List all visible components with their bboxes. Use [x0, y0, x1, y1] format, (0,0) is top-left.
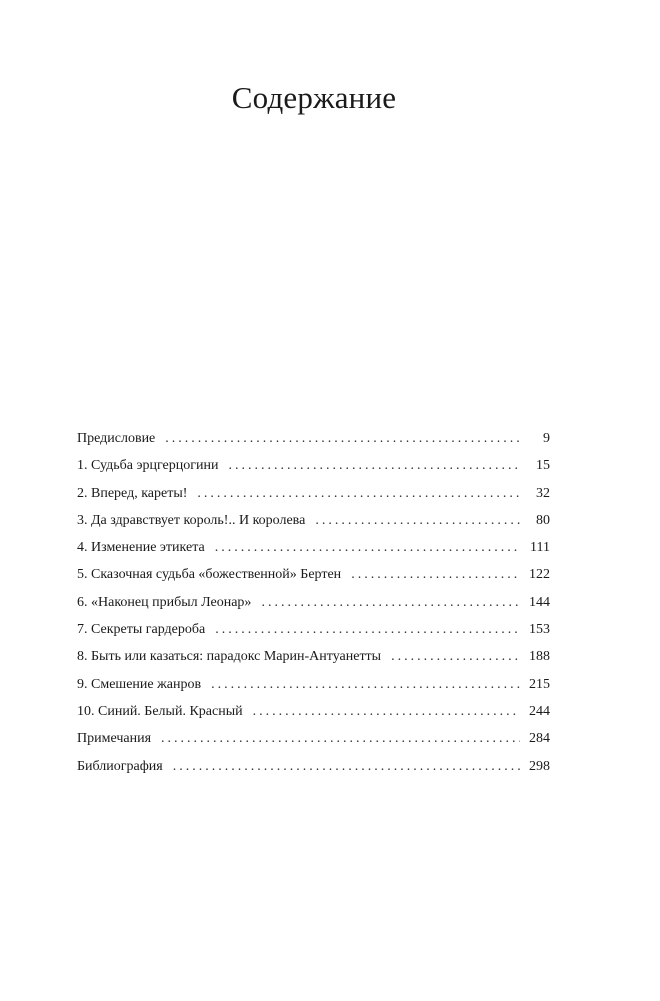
toc-entry-title: 2. Вперед, кареты!	[77, 485, 188, 501]
dot-leader	[197, 484, 520, 504]
toc-entry-chapter-4	[77, 538, 550, 565]
toc-entry-page: 298	[529, 758, 550, 774]
toc-entry-title: 10. Синий. Белый. Красный	[77, 703, 243, 719]
dot-leader	[261, 593, 520, 613]
toc-entry-chapter-6	[77, 593, 550, 620]
toc-entry-title: Примечания	[77, 731, 152, 747]
dot-leader	[253, 702, 520, 722]
toc-entry-chapter-2	[77, 484, 550, 511]
toc-entry-title: 3. Да здравствует король!.. И королева	[77, 512, 306, 528]
toc-entry-title: 7. Секреты гардероба	[77, 622, 206, 638]
toc-entry-page: 144	[529, 594, 550, 610]
toc-entry-chapter-8	[77, 647, 550, 674]
toc-entry-chapter-1	[77, 456, 550, 483]
toc-entry-page: 9	[543, 431, 550, 446]
toc-entry-preface	[77, 429, 550, 456]
toc-entry-chapter-9	[77, 675, 550, 702]
toc-entry-page: 122	[529, 567, 550, 583]
toc-entry-notes	[77, 729, 550, 756]
toc-entry-page: 15	[536, 458, 550, 474]
dot-leader	[211, 675, 520, 695]
toc-entry-bibliography	[77, 757, 550, 784]
dot-leader	[173, 757, 520, 777]
toc-entry-page: 284	[529, 731, 550, 747]
dot-leader	[228, 456, 520, 476]
toc-entry-page: 80	[536, 512, 550, 528]
toc-entry-chapter-10	[77, 702, 550, 729]
toc-entry-title: 8. Быть или казаться: парадокс Марин-Антуанетты	[77, 649, 382, 665]
dot-leader	[351, 565, 520, 585]
table-of-contents	[77, 429, 550, 784]
toc-entry-page: 215	[529, 676, 550, 692]
toc-entry-title: 9. Смешение жанров	[77, 676, 202, 692]
toc-entry-title: 4. Изменение этикета	[77, 540, 205, 556]
toc-entry-page: 244	[529, 703, 550, 719]
toc-entry-title: 5. Сказочная судьба «божественной» Бертен	[77, 567, 342, 583]
toc-entry-chapter-7	[77, 620, 550, 647]
toc-entry-page: 32	[536, 485, 550, 501]
toc-entry-title: Предисловие	[77, 431, 156, 446]
toc-entry-chapter-5	[77, 565, 550, 592]
toc-entry-chapter-3	[77, 511, 550, 538]
dot-leader	[161, 729, 520, 749]
toc-entry-page: 153	[529, 622, 550, 638]
dot-leader	[215, 620, 520, 640]
page-title: Содержание	[231, 80, 397, 115]
dot-leader	[165, 429, 520, 449]
toc-entry-title: 1. Судьба эрцгерцогини	[77, 458, 219, 474]
dot-leader	[391, 647, 520, 667]
toc-entry-page: 188	[529, 649, 550, 665]
dot-leader	[315, 511, 520, 531]
dot-leader	[215, 538, 520, 558]
toc-entry-page: 111	[530, 540, 550, 556]
toc-entry-title: Библиография	[77, 758, 163, 774]
toc-entry-title: 6. «Наконец прибыл Леонар»	[77, 594, 252, 610]
